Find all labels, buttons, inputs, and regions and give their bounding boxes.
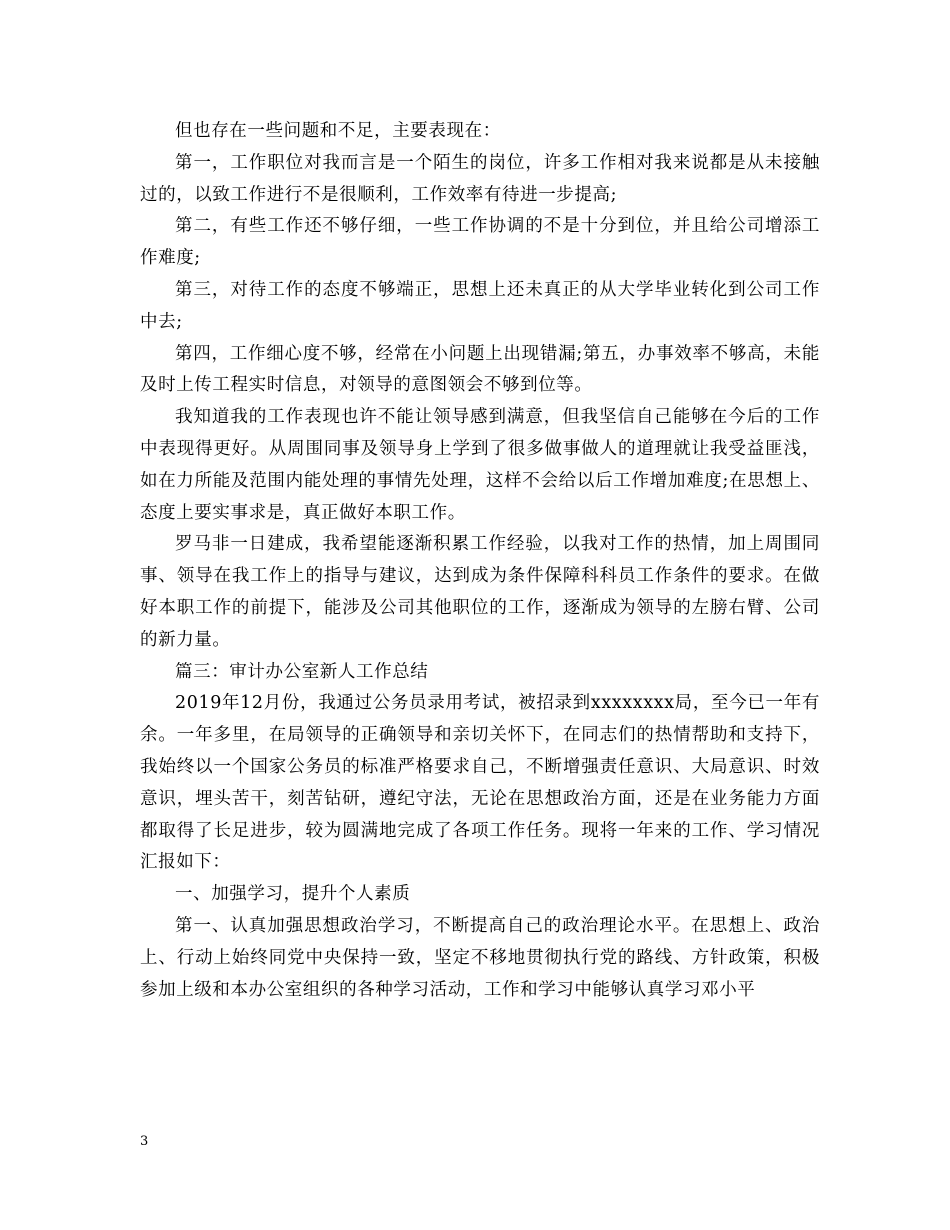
paragraph-recruitment-summary: 2019年12月份，我通过公务员录用考试，被招录到xxxxxxxx局，至今已一年有余。一年多里，在局领导的正确领导和亲切关怀下，在同志们的热情帮助和支持下，我始终以一个国家公务员的标准严格要求自己，不断增强责任意识、大局意识、时效意识，埋头苦干，刻苦钻研，遵纪守法，无论在思想政治方面，还是在业务能力方面都取得了长足进步，较为圆满地完成了各项工作任务。现将一年来的工作、学习情况汇报如下： xyxy=(140,693,820,873)
section-heading-part-three: 篇三：审计办公室新人工作总结 xyxy=(175,661,429,682)
paragraph-fourth-fifth-problem: 第四，工作细心度不够，经常在小问题上出现错漏;第五，办事效率不够高，未能及时上传工程实时信息，对领导的意图领会不够到位等。 xyxy=(140,343,820,396)
paragraph-self-reflection: 我知道我的工作表现也许不能让领导感到满意，但我坚信自己能够在今后的工作中表现得更好。从周围同事及领导身上学到了很多做事做人的道理就让我受益匪浅，如在力所能及范围内能处理的事情先处理，这样不会给以后工作增加难度;在思想上、态度上要实事求是，真正做好本职工作。 xyxy=(140,407,820,523)
page-number: 3 xyxy=(140,1134,149,1149)
paragraph-first-problem: 第一，工作职位对我而言是一个陌生的岗位，许多工作相对我来说都是从未接触过的，以致工作进行不是很顺利，工作效率有待进一步提高; xyxy=(140,152,820,205)
paragraph-third-problem: 第三，对待工作的态度不够端正，思想上还未真正的从大学毕业转化到公司工作中去; xyxy=(140,279,820,332)
paragraph-future-goals: 罗马非一日建成，我希望能逐渐积累工作经验，以我对工作的热情，加上周围同事、领导在我工作上的指导与建议，达到成为条件保障科科员工作条件的要求。在做好本职工作的前提下，能涉及公司其他职位的工作，逐渐成为领导的左膀右臂、公司的新力量。 xyxy=(140,534,820,650)
document-body xyxy=(140,116,820,1006)
paragraph-political-study: 第一、认真加强思想政治学习，不断提高自己的政治理论水平。在思想上、政治上、行动上始终同党中央保持一致，坚定不移地贯彻执行党的路线、方针政策，积极参加上级和本办公室组织的各种学习活动，工作和学习中能够认真学习邓小平 xyxy=(140,915,820,1000)
paragraph-problems-intro: 但也存在一些问题和不足，主要表现在： xyxy=(175,121,501,141)
subheading-strengthen-study: 一、加强学习，提升个人素质 xyxy=(175,884,411,905)
paragraph-second-problem: 第二，有些工作还不够仔细，一些工作协调的不是十分到位，并且给公司增添工作难度; xyxy=(140,216,820,269)
